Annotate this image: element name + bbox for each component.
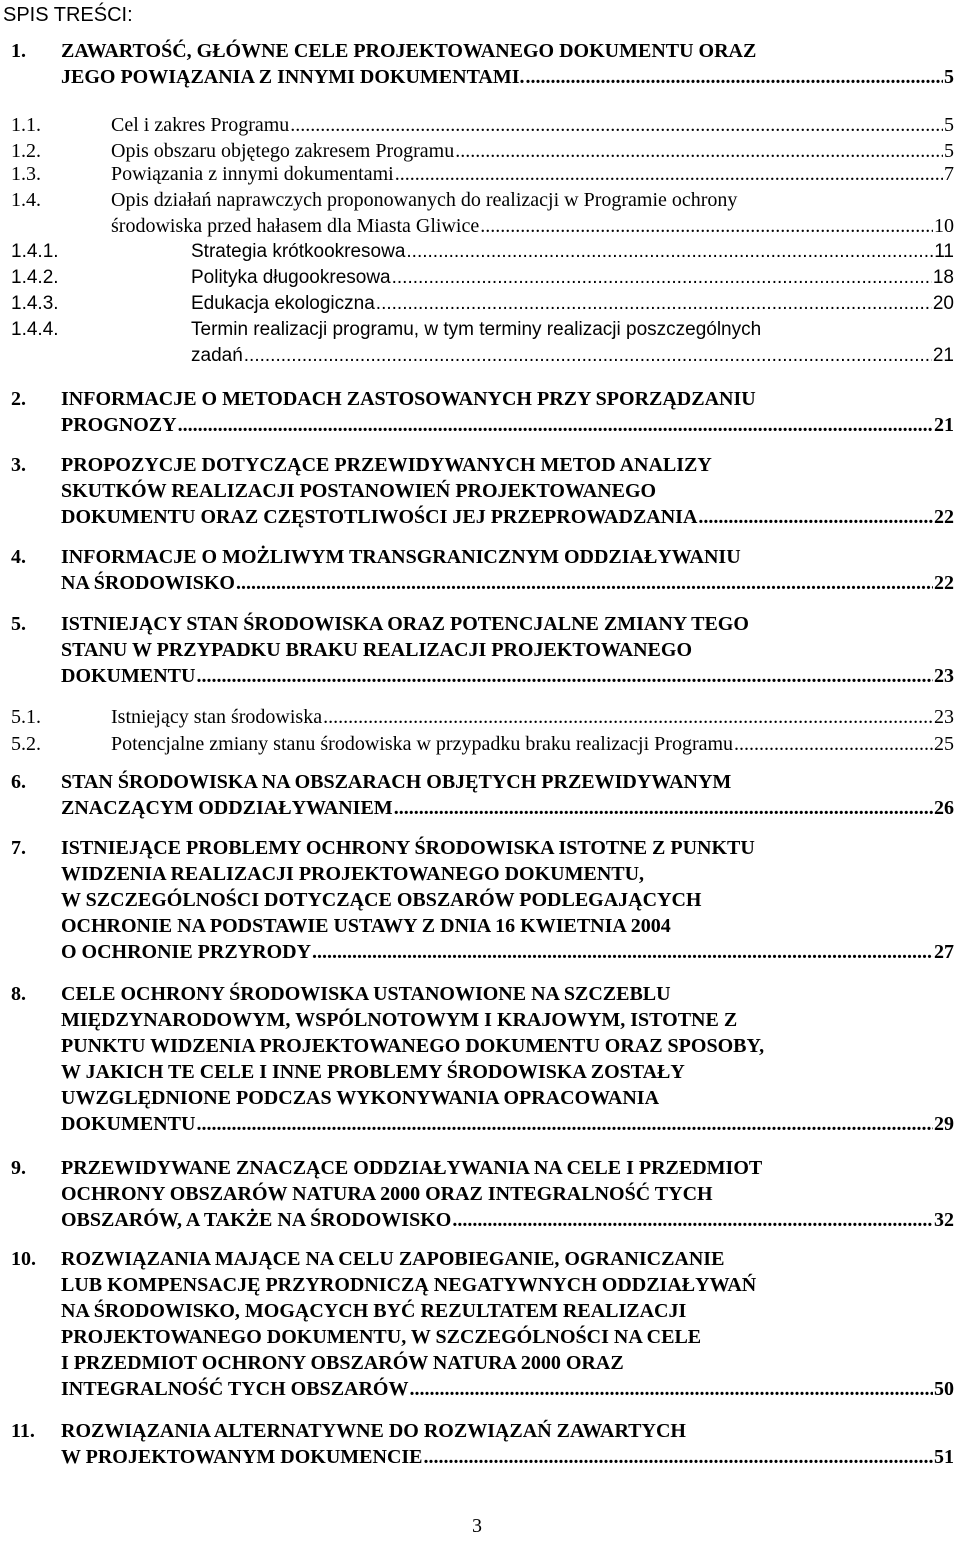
toc-entry-text [191, 265, 954, 291]
toc-entry-text [61, 769, 954, 821]
toc-entry-page: 21 [932, 345, 954, 366]
toc-entry-line: W JAKICH TE CELE I INNE PROBLEMY ŚRODOWISKA ZOSTAŁY [61, 1061, 685, 1083]
toc-entry-line [61, 1207, 954, 1233]
toc-entry-number: 1.4.2. [11, 267, 59, 288]
toc-entry[interactable] [11, 981, 954, 1137]
toc-entry[interactable] [11, 161, 954, 187]
toc-entry[interactable] [11, 731, 954, 757]
toc-entry-label: JEGO POWIĄZANIA Z INNYMI DOKUMENTAMI. [61, 66, 525, 88]
toc-leader-dots [406, 239, 933, 265]
toc-entry-page: 5 [944, 66, 954, 88]
toc-entry[interactable] [11, 544, 954, 596]
toc-entry-page: 25 [934, 733, 954, 755]
toc-entry-page: 10 [934, 215, 954, 237]
toc-entry[interactable] [11, 704, 954, 730]
toc-entry-text [61, 611, 954, 689]
toc-entry-label: NA ŚRODOWISKO [61, 572, 235, 594]
toc-leader-dots [236, 570, 933, 596]
toc-entry-page: 18 [932, 267, 954, 288]
toc-entry-line: STANU W PRZYPADKU BRAKU REALIZACJI PROJEKTOWANEGO [61, 639, 693, 661]
toc-entry-line: LUB KOMPENSACJĘ PRZYRODNICZĄ NEGATYWNYCH ODDZIAŁYWAŃ [61, 1274, 757, 1296]
toc-entry-line [61, 1444, 954, 1470]
toc-entry-page: 5 [944, 114, 954, 136]
toc-entry[interactable] [11, 239, 954, 265]
toc-entry[interactable] [11, 611, 954, 689]
toc-entry-number: 9. [11, 1157, 26, 1179]
toc-entry-text [111, 731, 954, 757]
toc-entry-page: 32 [934, 1209, 954, 1231]
toc-entry-label: DOKUMENTU ORAZ CZĘSTOTLIWOŚCI JEJ PRZEPROWADZANIA [61, 506, 698, 528]
toc-entry-line: Opis działań naprawczych proponowanych do realizacji w Programie ochrony [111, 189, 738, 211]
toc-entry-line: STAN ŚRODOWISKA NA OBSZARACH OBJĘTYCH PRZEWIDYWANYM [61, 771, 732, 793]
toc-entry-line: INFORMACJE O METODACH ZASTOSOWANYCH PRZY SPORZĄDZANIU [61, 388, 756, 410]
toc-leader-dots [178, 412, 933, 438]
toc-entry-page: 23 [934, 706, 954, 728]
toc-entry-line [191, 343, 954, 369]
toc-entry-line: NA ŚRODOWISKO, MOGĄCYCH BYĆ REZULTATEM REALIZACJI [61, 1300, 687, 1322]
toc-entry-line: PROJEKTOWANEGO DOKUMENTU, W SZCZEGÓLNOŚCI NA CELE [61, 1326, 702, 1348]
toc-entry-text [61, 835, 954, 965]
toc-entry-line [191, 291, 954, 317]
toc-entry[interactable] [11, 452, 954, 530]
toc-leader-dots [312, 939, 933, 965]
toc-entry-line [191, 239, 954, 265]
toc-entry-page: 27 [934, 941, 954, 963]
toc-entry-line [61, 1376, 954, 1402]
toc-entry-line: OCHRONY OBSZARÓW NATURA 2000 ORAZ INTEGRALNOŚĆ TYCH [61, 1183, 713, 1205]
toc-entry-text [61, 1155, 954, 1233]
toc-entry-page: 22 [934, 506, 954, 528]
toc-leader-dots [409, 1376, 933, 1402]
toc-entry-label: DOKUMENTU [61, 1113, 196, 1135]
toc-entry-line [111, 112, 954, 138]
toc-entry-number: 1.2. [11, 140, 41, 162]
toc-entry[interactable] [11, 291, 954, 317]
toc-entry[interactable] [11, 187, 954, 239]
toc-entry-label: O OCHRONIE PRZYRODY [61, 941, 312, 963]
toc-entry-number: 1.4. [11, 189, 41, 211]
toc-entry-text [61, 452, 954, 530]
toc-entry-line: WIDZENIA REALIZACJI PROJEKTOWANEGO DOKUMENTU, [61, 863, 645, 885]
toc-entry-label: Edukacja ekologiczna [191, 293, 375, 314]
toc-entry[interactable] [11, 1155, 954, 1233]
toc-entry-line [61, 570, 954, 596]
toc-entry-page: 11 [934, 241, 954, 262]
toc-leader-dots [394, 795, 933, 821]
toc-entry-line: INFORMACJE O MOŻLIWYM TRANSGRANICZNYM ODDZIAŁYWANIU [61, 546, 741, 568]
toc-entry-label: Powiązania z innymi dokumentami [111, 163, 394, 185]
toc-entry-line: Termin realizacji programu, w tym terminy realizacji poszczególnych [191, 319, 762, 340]
toc-entry[interactable] [11, 769, 954, 821]
toc-entry-label: Cel i zakres Programu [111, 114, 290, 136]
toc-entry-label: Strategia krótkookresowa [191, 241, 406, 262]
toc-entry-text [61, 38, 954, 90]
toc-entry-label: DOKUMENTU [61, 665, 196, 687]
toc-entry-text [61, 386, 954, 438]
toc-title: SPIS TREŚCI: [3, 4, 133, 26]
toc-leader-dots [424, 1444, 933, 1470]
toc-entry-text [61, 981, 954, 1137]
toc-leader-dots [395, 161, 943, 187]
toc-entry-line: ISTNIEJĄCY STAN ŚRODOWISKA ORAZ POTENCJALNE ZMIANY TEGO [61, 613, 749, 635]
toc-leader-dots [196, 663, 933, 689]
toc-entry[interactable] [11, 317, 954, 369]
toc-entry-line: PROPOZYCJE DOTYCZĄCE PRZEWIDYWANYCH METOD ANALIZY [61, 454, 712, 476]
toc-leader-dots [734, 731, 933, 757]
page-number: 3 [472, 1515, 482, 1537]
toc-entry-number: 5. [11, 613, 26, 635]
toc-entry-line: I PRZEDMIOT OCHRONY OBSZARÓW NATURA 2000 ORAZ [61, 1352, 624, 1374]
toc-entry-line [111, 213, 954, 239]
toc-entry-text [191, 317, 954, 369]
toc-entry-label: OBSZARÓW, A TAKŻE NA ŚRODOWISKO [61, 1209, 452, 1231]
toc-entry-number: 1.1. [11, 114, 41, 136]
toc-entry-page: 21 [934, 414, 954, 436]
toc-entry-line: MIĘDZYNARODOWYM, WSPÓLNOTOWYM I KRAJOWYM, ISTOTNE Z [61, 1009, 738, 1031]
toc-entry-number: 1.4.3. [11, 293, 59, 314]
toc-entry-text [111, 187, 954, 239]
toc-leader-dots [196, 1111, 933, 1137]
toc-entry-line: ROZWIĄZANIA ALTERNATYWNE DO ROZWIĄZAŃ ZAWARTYCH [61, 1420, 686, 1442]
toc-leader-dots [323, 704, 933, 730]
toc-entry-number: 3. [11, 454, 26, 476]
toc-entry-label: środowiska przed hałasem dla Miasta Gliwice [111, 215, 480, 237]
toc-entry-line: UWZGLĘDNIONE PODCZAS WYKONYWANIA OPRACOWANIA [61, 1087, 660, 1109]
toc-entry-line [111, 161, 954, 187]
toc-entry-label: W PROJEKTOWANYM DOKUMENCIE [61, 1446, 423, 1468]
toc-entry-page: 20 [932, 293, 954, 314]
toc-entry-line: OCHRONIE NA PODSTAWIE USTAWY Z DNIA 16 KWIETNIA 2004 [61, 915, 671, 937]
toc-entry-text [191, 291, 954, 317]
toc-entry-label: INTEGRALNOŚĆ TYCH OBSZARÓW [61, 1378, 409, 1400]
toc-entry-number: 5.2. [11, 733, 41, 755]
toc-entry-label: ZNACZĄCYM ODDZIAŁYWANIEM [61, 797, 393, 819]
toc-entry-line [61, 795, 954, 821]
toc-entry-number: 2. [11, 388, 26, 410]
toc-leader-dots [452, 1207, 933, 1233]
toc-leader-dots [480, 213, 933, 239]
toc-entry-line: ZAWARTOŚĆ, GŁÓWNE CELE PROJEKTOWANEGO DOKUMENTU ORAZ [61, 40, 757, 62]
toc-entry-line: PRZEWIDYWANE ZNACZĄCE ODDZIAŁYWANIA NA CELE I PRZEDMIOT [61, 1157, 763, 1179]
toc-entry[interactable] [11, 835, 954, 965]
toc-entry-page: 7 [944, 163, 954, 185]
toc-entry-line [111, 704, 954, 730]
toc-entry-text [191, 239, 954, 265]
toc-entry-page: 26 [934, 797, 954, 819]
toc-entry[interactable] [11, 265, 954, 291]
toc-entry-label: Polityka długookresowa [191, 267, 391, 288]
toc-entry-text [61, 1418, 954, 1470]
toc-entry-text [111, 704, 954, 730]
toc-entry[interactable] [11, 38, 954, 90]
toc-entry-line: ISTNIEJĄCE PROBLEMY OCHRONY ŚRODOWISKA ISTOTNE Z PUNKTU [61, 837, 755, 859]
toc-entry-number: 7. [11, 837, 26, 859]
toc-entry-number: 1.3. [11, 163, 41, 185]
toc-entry-line: ROZWIĄZANIA MAJĄCE NA CELU ZAPOBIEGANIE, OGRANICZANIE [61, 1248, 725, 1270]
toc-entry-text [61, 1246, 954, 1402]
toc-leader-dots [526, 64, 943, 90]
toc-entry-number: 8. [11, 983, 26, 1005]
toc-entry-line [61, 939, 954, 965]
toc-entry[interactable] [11, 386, 954, 438]
toc-entry[interactable] [11, 112, 954, 138]
toc-entry-line [61, 663, 954, 689]
toc-entry-page: 5 [944, 140, 954, 162]
toc-leader-dots [392, 265, 932, 291]
toc-entry-number: 4. [11, 546, 26, 568]
toc-entry-text [111, 112, 954, 138]
toc-entry-page: 22 [934, 572, 954, 594]
toc-entry-number: 11. [11, 1420, 35, 1442]
toc-leader-dots [244, 343, 932, 369]
toc-entry-line: SKUTKÓW REALIZACJI POSTANOWIEŃ PROJEKTOWANEGO [61, 480, 657, 502]
toc-entry-number: 1.4.4. [11, 319, 59, 340]
toc-entry-label: zadań [191, 345, 243, 366]
toc-entry-number: 5.1. [11, 706, 41, 728]
toc-entry-page: 23 [934, 665, 954, 687]
toc-entry[interactable] [11, 1246, 954, 1402]
toc-entry-line [61, 1111, 954, 1137]
toc-entry-label: PROGNOZY [61, 414, 177, 436]
toc-entry-page: 51 [934, 1446, 954, 1468]
toc-entry[interactable] [11, 1418, 954, 1470]
toc-entry-line: W SZCZEGÓLNOŚCI DOTYCZĄCE OBSZARÓW PODLEGAJĄCYCH [61, 889, 702, 911]
toc-entry-label: Potencjalne zmiany stanu środowiska w przypadku braku realizacji Programu [111, 733, 734, 755]
toc-entry-text [111, 161, 954, 187]
toc-entry-line [111, 731, 954, 757]
toc-entry-number: 1.4.1. [11, 241, 59, 262]
toc-leader-dots [698, 504, 933, 530]
toc-entry-line [61, 504, 954, 530]
toc-entry-line [191, 265, 954, 291]
toc-entry-number: 1. [11, 40, 26, 62]
toc-entry-number: 10. [11, 1248, 36, 1270]
toc-entry-line: PUNKTU WIDZENIA PROJEKTOWANEGO DOKUMENTU ORAZ SPOSOBY, [61, 1035, 765, 1057]
toc-entry-page: 50 [934, 1378, 954, 1400]
toc-entry-number: 6. [11, 771, 26, 793]
toc-entry-label: Opis obszaru objętego zakresem Programu [111, 140, 455, 162]
toc-entry-line [61, 412, 954, 438]
toc-leader-dots [290, 112, 943, 138]
toc-entry-page: 29 [934, 1113, 954, 1135]
toc-entry-line: CELE OCHRONY ŚRODOWISKA USTANOWIONE NA SZCZEBLU [61, 983, 671, 1005]
toc-leader-dots [376, 291, 932, 317]
toc-entry-label: Istniejący stan środowiska [111, 706, 323, 728]
toc-entry-text [61, 544, 954, 596]
toc-entry-line [61, 64, 954, 90]
